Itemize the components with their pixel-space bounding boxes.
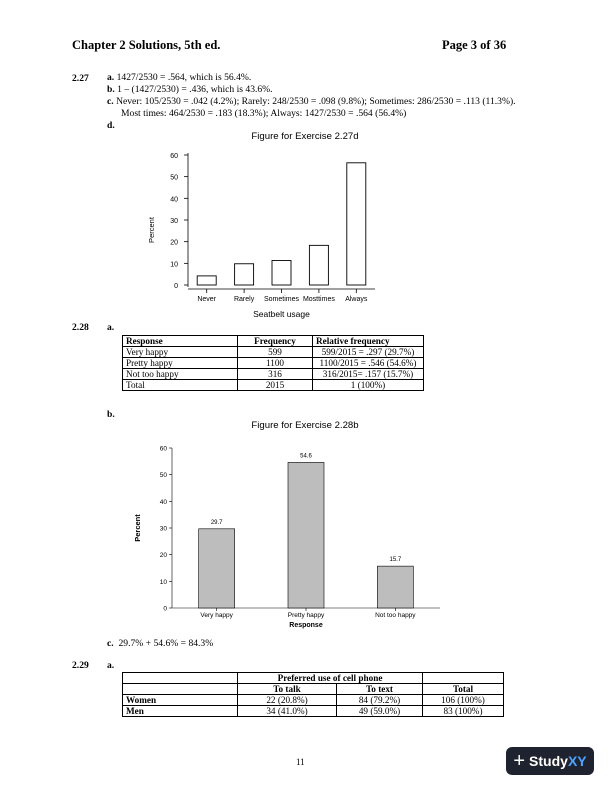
part-c-text-2-28: 29.7% + 54.6% = 84.3% bbox=[118, 638, 214, 649]
table-header-cell bbox=[123, 673, 238, 684]
table-header-cell bbox=[423, 673, 504, 684]
table-cell: Total bbox=[123, 380, 238, 391]
part-a-label-2-29: a. bbox=[107, 660, 115, 671]
part-a-text: 1427/2530 = .564, which is 56.4%. bbox=[116, 72, 252, 83]
y-tick-label: 0 bbox=[163, 605, 167, 613]
cell-phone-use-table bbox=[122, 672, 504, 717]
part-c-label: c. bbox=[107, 96, 114, 107]
y-axis-title: Percent bbox=[133, 514, 142, 542]
data-label: 29.7 bbox=[210, 519, 223, 526]
table-cell: Women bbox=[123, 695, 238, 706]
table-row-total bbox=[123, 380, 424, 391]
part-a-line bbox=[107, 72, 567, 84]
y-axis-title: Percent bbox=[147, 217, 156, 243]
x-axis-title: Seatbelt usage bbox=[253, 309, 310, 319]
bar bbox=[288, 462, 324, 608]
part-a-label-2-28: a. bbox=[107, 322, 115, 333]
part-b-text: 1 – (1427/2530) = .436, which is 43.6%. bbox=[117, 84, 273, 95]
exercise-number-2-28: 2.28 bbox=[72, 322, 89, 333]
table-header-row bbox=[123, 336, 424, 347]
table-cell: 599/2015 = .297 (29.7%) bbox=[313, 347, 424, 358]
y-tick-label: 20 bbox=[159, 552, 167, 560]
data-label: 15.7 bbox=[389, 557, 402, 564]
table-header-cell: To talk bbox=[238, 684, 337, 695]
part-c-line-2 bbox=[107, 108, 567, 120]
y-tick-label: 40 bbox=[170, 196, 178, 204]
x-axis-title: Response bbox=[289, 622, 323, 629]
table-cell: 2015 bbox=[238, 380, 313, 391]
table-header-cell: Relative frequency bbox=[313, 336, 424, 347]
part-d-label: d. bbox=[107, 120, 115, 131]
table-row bbox=[123, 369, 424, 380]
table-cell: 599 bbox=[238, 347, 313, 358]
table-cell: 83 (100%) bbox=[423, 706, 504, 717]
y-tick-label: 60 bbox=[170, 153, 178, 160]
table-row bbox=[123, 695, 504, 706]
table-row bbox=[123, 358, 424, 369]
figure-title-2-27d: Figure for Exercise 2.27d bbox=[251, 131, 359, 142]
table-header-cell: Total bbox=[423, 684, 504, 695]
y-tick-label: 60 bbox=[159, 445, 167, 453]
header-page-indicator: Page 3 of 36 bbox=[442, 38, 507, 52]
y-tick-label: 10 bbox=[159, 578, 167, 586]
part-c-line bbox=[107, 96, 567, 108]
part-c-label-2-28: c. bbox=[107, 638, 114, 649]
table-cell: 1100/2015 = .546 (54.6%) bbox=[313, 358, 424, 369]
table-cell: 1 (100%) bbox=[313, 380, 424, 391]
table-cell: 34 (41.0%) bbox=[238, 706, 337, 717]
x-tick-label: Very happy bbox=[200, 612, 233, 619]
table-cell: Very happy bbox=[123, 347, 238, 358]
data-label: 54.6 bbox=[300, 453, 312, 460]
part-c-text-2: Most times: 464/2530 = .183 (18.3%); Always: 1427/2530 = .564 (56.4%) bbox=[121, 108, 407, 119]
part-b-label-2-28: b. bbox=[107, 409, 115, 420]
table-cell: 316/2015= .157 (15.7%) bbox=[313, 369, 424, 380]
table-header-cell: Frequency bbox=[238, 336, 313, 347]
table-header-cell bbox=[123, 684, 238, 695]
seatbelt-usage-chart bbox=[140, 145, 380, 325]
exercise-number-2-27: 2.27 bbox=[72, 73, 89, 84]
y-tick-label: 0 bbox=[174, 283, 178, 290]
table-header-cell: To text bbox=[337, 684, 423, 695]
y-tick-label: 30 bbox=[159, 525, 167, 533]
happiness-response-chart bbox=[130, 436, 450, 631]
x-tick-label: Rarely bbox=[233, 296, 255, 303]
exercise-2-27-text bbox=[107, 72, 567, 132]
bar bbox=[197, 276, 216, 285]
table-group-header-cell: Preferred use of cell phone bbox=[238, 673, 423, 684]
badge-study-text: Study bbox=[529, 753, 568, 769]
exercise-number-2-29: 2.29 bbox=[72, 660, 89, 671]
page-number: 11 bbox=[296, 757, 305, 767]
part-b-label: b. bbox=[107, 84, 115, 95]
figure-title-2-28b: Figure for Exercise 2.28b bbox=[251, 420, 359, 431]
table-row bbox=[123, 347, 424, 358]
x-tick-label: Sometimes bbox=[263, 296, 300, 303]
part-a-label: a. bbox=[107, 72, 115, 83]
table-cell: Men bbox=[123, 706, 238, 717]
y-tick-label: 40 bbox=[159, 498, 167, 506]
table-cell: 316 bbox=[238, 369, 313, 380]
table-header-cell: Response bbox=[123, 336, 238, 347]
part-b-line bbox=[107, 84, 567, 96]
y-tick-label: 50 bbox=[159, 472, 167, 480]
happiness-frequency-table bbox=[122, 335, 424, 391]
x-tick-label: Pretty happy bbox=[287, 612, 325, 619]
part-c-line-2-28 bbox=[107, 638, 213, 650]
header-chapter-title: Chapter 2 Solutions, 5th ed. bbox=[72, 38, 221, 52]
bar bbox=[235, 264, 254, 285]
part-c-text-1: Never: 105/2530 = .042 (4.2%); Rarely: 248/2530 = .098 (9.8%); Sometimes: 286/2530 = .113 (11.3%). bbox=[116, 96, 516, 107]
y-tick-label: 10 bbox=[170, 261, 178, 269]
table-header-row bbox=[123, 684, 504, 695]
x-tick-label: Not too happy bbox=[375, 612, 416, 619]
table-cell: Pretty happy bbox=[123, 358, 238, 369]
y-tick-label: 30 bbox=[170, 218, 178, 225]
y-tick-label: 50 bbox=[170, 174, 178, 182]
table-cell: Not too happy bbox=[123, 369, 238, 380]
bar bbox=[347, 163, 366, 285]
badge-xy-text: XY bbox=[567, 753, 587, 769]
x-tick-label: Never bbox=[197, 296, 217, 303]
table-cell: 1100 bbox=[238, 358, 313, 369]
table-cell: 22 (20.8%) bbox=[238, 695, 337, 706]
table-row bbox=[123, 706, 504, 717]
bar bbox=[272, 261, 291, 285]
x-tick-label: Always bbox=[345, 296, 368, 303]
table-group-header-row bbox=[123, 673, 504, 684]
plus-icon: + bbox=[513, 749, 526, 772]
x-tick-label: Mosttimes bbox=[302, 296, 335, 303]
bar bbox=[199, 529, 235, 608]
bar bbox=[309, 245, 328, 285]
bar bbox=[377, 566, 413, 608]
studyxy-badge[interactable] bbox=[506, 747, 594, 775]
table-cell: 49 (59.0%) bbox=[337, 706, 423, 717]
y-tick-label: 20 bbox=[170, 239, 178, 247]
table-cell: 106 (100%) bbox=[423, 695, 504, 706]
table-cell: 84 (79.2%) bbox=[337, 695, 423, 706]
